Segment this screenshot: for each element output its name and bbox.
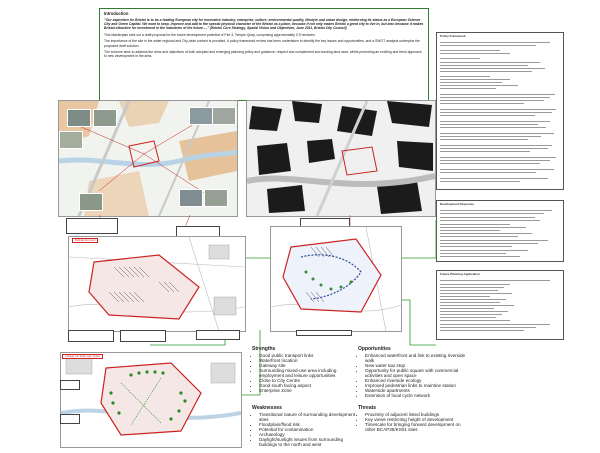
introduction-paragraph: This Masterplan sets out a draft proposal for the future development potential of Plot 3, Temple Quay, comprising approximately 0.9 hectares.	[104, 32, 316, 37]
list-item: • Waterfront location	[259, 358, 346, 363]
planning-application-title: Future Planning Application	[440, 272, 480, 276]
list-item: • Transitional nature of surrounding development sites	[259, 412, 356, 422]
list-item: • Surrounding mixed-use area including employment and leisure opportunities	[259, 368, 346, 378]
annotation-note	[296, 330, 352, 336]
list-item: • Proximity of adjacent listed buildings	[365, 412, 468, 417]
list-item: • Waterside apartments	[365, 388, 468, 393]
list-item: • Extension of local cycle network	[365, 393, 468, 398]
list-item: • Daylight/sunlight issues from surrounding buildings to the north and west	[259, 437, 356, 447]
built-environment-plan	[68, 236, 246, 332]
list-item: • Enhanced waterfront and link to existing riverside walk	[365, 353, 468, 363]
introduction-paragraph: The importance of the site in the wider regional and City-wide context is provided. A policy framework review has been undertaken to identify the key issues and opportunities, and a SWOT analysis underpins the proposed draft solution.	[104, 39, 420, 48]
swot-opportunities	[358, 347, 468, 407]
introduction-title: Introduction	[104, 11, 129, 16]
list-item: • Potential for contamination	[259, 427, 356, 432]
list-item: • Archaeology	[259, 432, 356, 437]
list-item: • Gateway site	[259, 363, 346, 368]
annotation-note	[60, 414, 80, 424]
list-item: • Timescale for bringing forward development on other BCAP35/KS01 sites	[365, 422, 468, 432]
list-item: • Enterprise Zone	[259, 388, 346, 393]
annotation-note	[120, 330, 166, 342]
threats-title: Threats	[358, 405, 377, 411]
open-space-plan	[60, 352, 242, 448]
list-item: • Good public transport links	[259, 353, 346, 358]
swot-threats	[358, 406, 468, 450]
swot-strengths	[252, 347, 346, 407]
built-environment-label: Built Environment	[72, 238, 98, 243]
annotation-note	[60, 380, 80, 390]
policy-framework-title: Policy Framework	[440, 34, 466, 38]
list-item: • Floodplain/flood risk	[259, 422, 356, 427]
introduction-quote: "Our aspiration for Bristol is to be a leading European city for innovative industry, enterprise, culture, environmental quality, lifestyle and urban design, reinforcing its status as a European Science City and Green Capital. We want to keep, improve and add to the special physical character of the Bristol as a place, because if not only makes Bristol a great city to live in, but also because it makes Bristol attractive for investment in the industries of the future....." (Bristol Core Strategy, Spatial Vision and Objectives, June 2011, Bristol City Council)	[104, 18, 424, 31]
open-space-label: Linkage into wider open space	[62, 354, 103, 359]
development-proposal-plan	[270, 226, 402, 332]
list-item: • Opportunity for public square with commercial activities and open space	[365, 368, 468, 378]
swot-weaknesses	[252, 406, 356, 450]
annotation-note	[66, 218, 118, 234]
opportunities-title: Opportunities	[358, 346, 391, 352]
development-response-title: Development Response	[440, 202, 475, 206]
introduction-paragraph: The scheme aims to address the aims and objectives of both adopted and emerging planning policy and guidance, respect and complement surrounding land uses, whilst promoting an exciting and fresh approach to new development in the area.	[104, 50, 422, 59]
annotation-note	[196, 330, 240, 340]
list-item: • Good south facing aspect	[259, 383, 346, 388]
weaknesses-title: Weaknesses	[252, 405, 282, 411]
list-item: • Key views restricting height of development	[365, 417, 468, 422]
annotation-note	[68, 330, 114, 342]
open-space-drawing	[61, 353, 241, 447]
development-proposal-drawing	[271, 227, 401, 331]
list-item: • Improved pedestrian links to maintine station	[365, 383, 468, 388]
built-environment-drawing	[69, 237, 245, 331]
list-item: • Close to City Centre	[259, 378, 346, 383]
list-item: • Enhanced riverside ecology	[365, 378, 468, 383]
list-item: • New water taxi stop	[365, 363, 468, 368]
strengths-title: Strengths	[252, 346, 276, 352]
